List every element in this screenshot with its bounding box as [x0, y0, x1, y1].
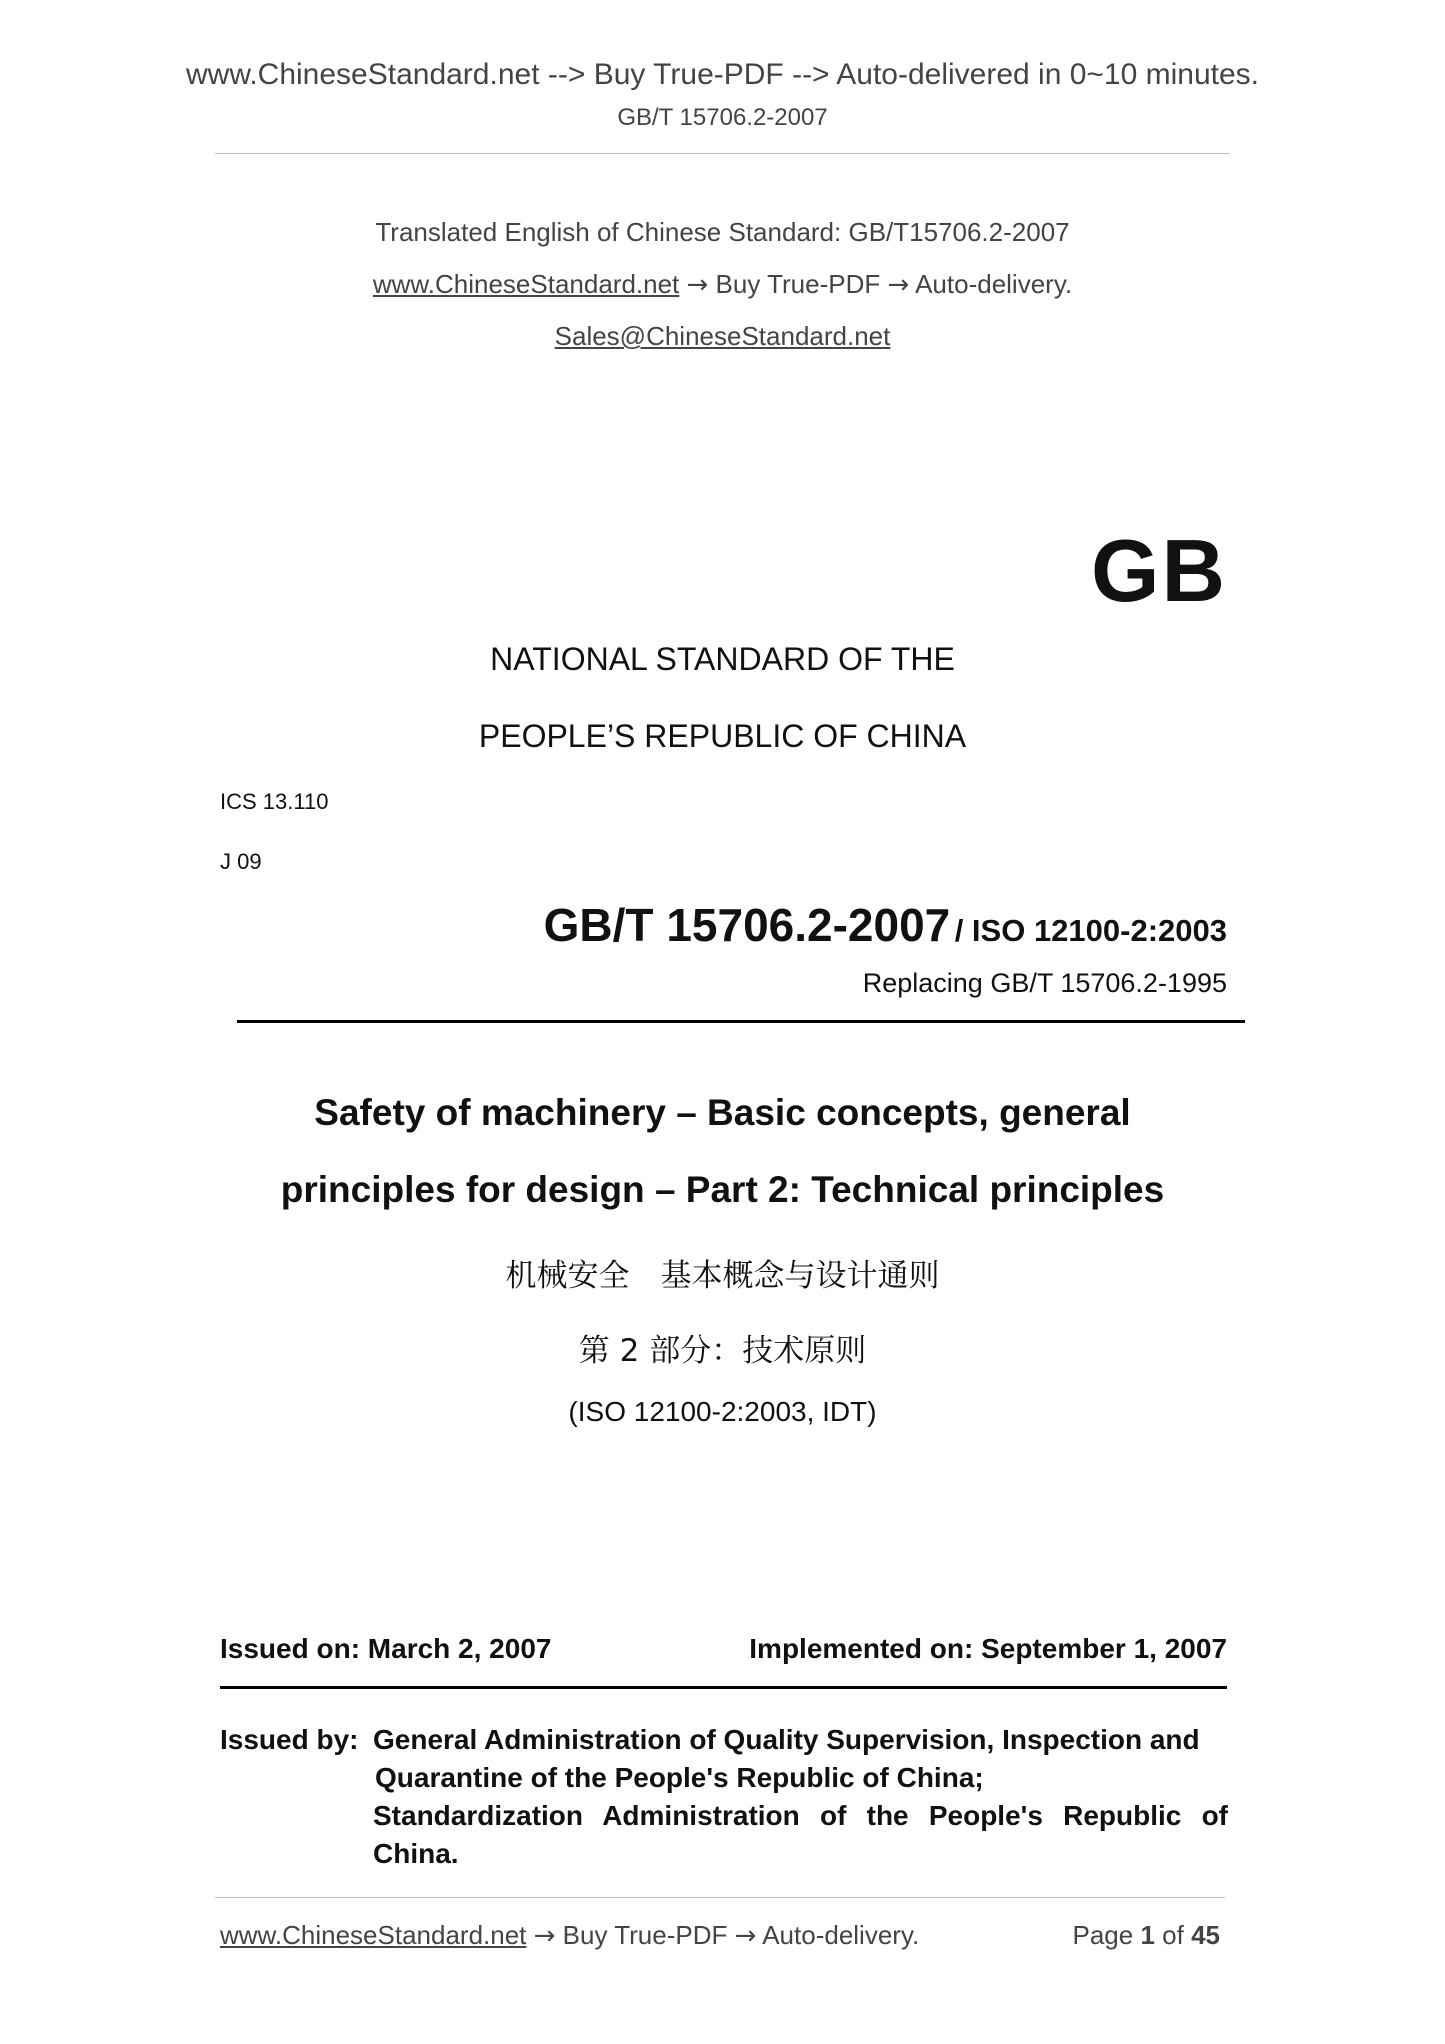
- national-standard-line1: NATIONAL STANDARD OF THE: [490, 641, 955, 677]
- page-indicator: [1072, 1920, 1220, 1951]
- chinese-title-line1: 机械安全 基本概念与设计通则: [505, 1258, 940, 1294]
- standard-number: GB/T 15706.2-2007: [543, 899, 951, 951]
- footer-site-link[interactable]: www.ChineseStandard.net: [220, 1920, 527, 1950]
- buy-true-pdf-text: Buy True-PDF: [715, 269, 881, 299]
- footer-auto-text: Auto-delivery.: [762, 1920, 920, 1950]
- arrow-right-icon: →: [533, 1921, 556, 1951]
- auto-delivery-text: Auto-delivery.: [915, 269, 1073, 299]
- ccs-code: J 09: [220, 849, 262, 874]
- issued-by-label: Issued by:: [220, 1724, 359, 1755]
- title-line1: Safety of machinery – Basic concepts, general: [314, 1092, 1131, 1133]
- purchase-line: [0, 269, 1445, 300]
- arrow-right-icon: →: [686, 270, 709, 300]
- dates-divider: [220, 1686, 1227, 1689]
- standard-number-line: [544, 898, 1227, 952]
- iso-reference: / ISO 12100-2:2003: [954, 913, 1227, 948]
- national-standard-line2: PEOPLE’S REPUBLIC OF CHINA: [478, 718, 967, 754]
- total-pages: 45: [1191, 1920, 1220, 1950]
- iso-equivalence: (ISO 12100-2:2003, IDT): [568, 1396, 877, 1427]
- of-label: of: [1162, 1920, 1184, 1950]
- page-number: 1: [1140, 1920, 1155, 1950]
- arrow-right-icon: →: [887, 270, 910, 300]
- header-divider: [215, 153, 1230, 154]
- replacing-note: Replacing GB/T 15706.2-1995: [862, 968, 1227, 998]
- issued-by-line4: China.: [373, 1838, 459, 1869]
- number-divider: [237, 1020, 1245, 1023]
- page-label: Page: [1072, 1920, 1134, 1950]
- translation-note: Translated English of Chinese Standard: GB/T15706.2-2007: [375, 217, 1070, 247]
- implemented-date: Implemented on: September 1, 2007: [749, 1633, 1227, 1664]
- title-line2: principles for design – Part 2: Technical principles: [280, 1169, 1165, 1210]
- ics-code: ICS 13.110: [220, 789, 329, 814]
- footer-purchase-line: [220, 1920, 919, 1951]
- issued-by-line2: Quarantine of the People's Republic of China;: [375, 1762, 984, 1793]
- sales-email-link[interactable]: Sales@ChineseStandard.net: [554, 321, 891, 351]
- footer-divider: [215, 1897, 1225, 1898]
- issued-date: Issued on: March 2, 2007: [220, 1633, 552, 1664]
- header-doc-code: GB/T 15706.2-2007: [617, 104, 828, 131]
- footer-buy-text: Buy True-PDF: [562, 1920, 728, 1950]
- issued-by-line3: Standardization Administration of the People's Republic of: [373, 1800, 1228, 1831]
- chinese-title-line2: 第 2 部分：技术原则: [578, 1333, 867, 1369]
- site-link[interactable]: www.ChineseStandard.net: [372, 269, 680, 299]
- gb-mark: GB: [1091, 521, 1227, 620]
- issued-by-line1: General Administration of Quality Supervision, Inspection and: [373, 1724, 1200, 1755]
- arrow-right-icon: →: [734, 1921, 757, 1951]
- email-line: [0, 321, 1445, 352]
- header-banner: www.ChineseStandard.net --> Buy True-PDF --> Auto-delivered in 0~10 minutes.: [185, 58, 1260, 91]
